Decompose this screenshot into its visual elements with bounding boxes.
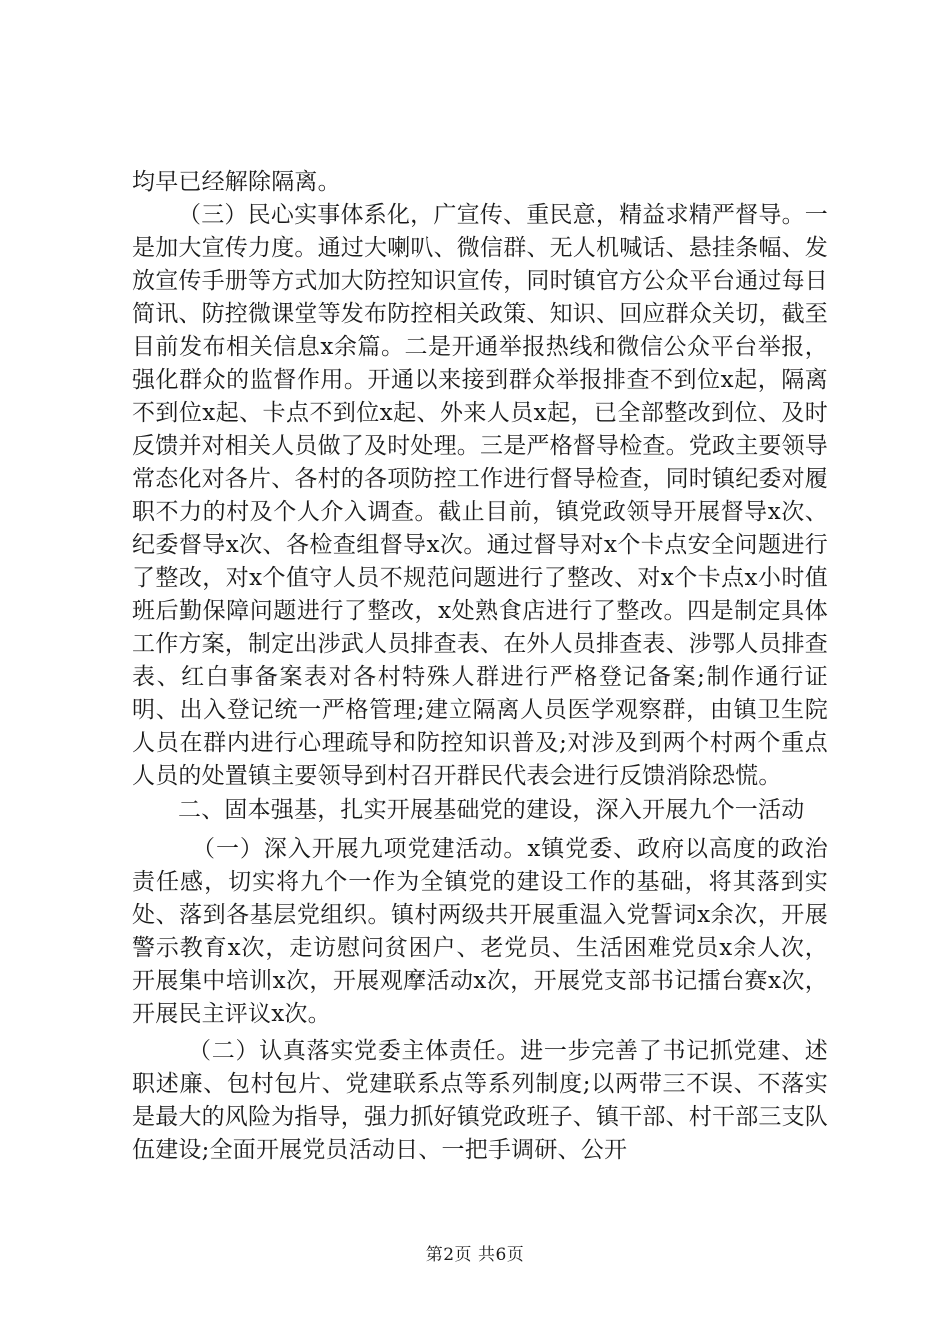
paragraph-continuation: 均早已经解除隔离。 — [132, 169, 341, 195]
paragraph-subsection-one: （一）深入开展九项党建活动。x镇党委、政府以高度的政治责任感，切实将九个一作为全镇党的建设工作的基础，将其落到实处、落到各基层党组织。镇村两级共开展重温入党誓词x余次，开展警示教育x次，走访慰问贫困户、老党员、生活困难党员x余人次，开展集中培训x次，开展观摩活动x次，开展党支部书记擂台赛x次，开展民主评议x次。 — [132, 836, 828, 1027]
paragraph-section-three: （三）民心实事体系化，广宣传、重民意，精益求精严督导。一是加大宣传力度。通过大喇叭、微信群、无人机喊话、悬挂条幅、发放宣传手册等方式加大防控知识宣传，同时镇官方公众平台通过每日简讯、防控微课堂等发布防控相关政策、知识、回应群众关切，截至目前发布相关信息x余篇。二是开通举报热线和微信公众平台举报，强化群众的监督作用。开通以来接到群众举报排查不到位x起，隔离不到位x起、卡点不到位x起、外来人员x起，已全部整改到位、及时反馈并对相关人员做了及时处理。三是严格督导检查。党政主要领导常态化对各片、各村的各项防控工作进行督导检查，同时镇纪委对履职不力的村及个人介入调查。截止目前，镇党政领导开展督导x次、纪委督导x次、各检查组督导x次。通过督导对x个卡点安全问题进行了整改，对x个值守人员不规范问题进行了整改、对x个卡点x小时值班后勤保障问题进行了整改，x处熟食店进行了整改。四是制定具体工作方案，制定出涉武人员排查表、在外人员排查表、涉鄂人员排查表、红白事备案表对各村特殊人群进行严格登记备案;制作通行证明、出入登记统一严格管理;建立隔离人员医学观察群，由镇卫生院人员在群内进行心理疏导和防控知识普及;对涉及到两个村两个重点人员的处置镇主要领导到村召开群民代表会进行反馈消除恐慌。 — [132, 202, 828, 789]
section-heading-two: 二、固本强基，扎实开展基础党的建设，深入开展九个一活动 — [178, 797, 805, 823]
page-footer: 第2页 共6页 — [425, 1245, 525, 1265]
document-body — [132, 166, 828, 1167]
paragraph-subsection-two: （二）认真落实党委主体责任。进一步完善了书记抓党建、述职述廉、包村包片、党建联系点等系列制度;以两带三不误、不落实是最大的风险为指导，强力抓好镇党政班子、镇干部、村干部三支队伍建设;全面开展党员活动日、一把手调研、公开 — [132, 1038, 828, 1163]
